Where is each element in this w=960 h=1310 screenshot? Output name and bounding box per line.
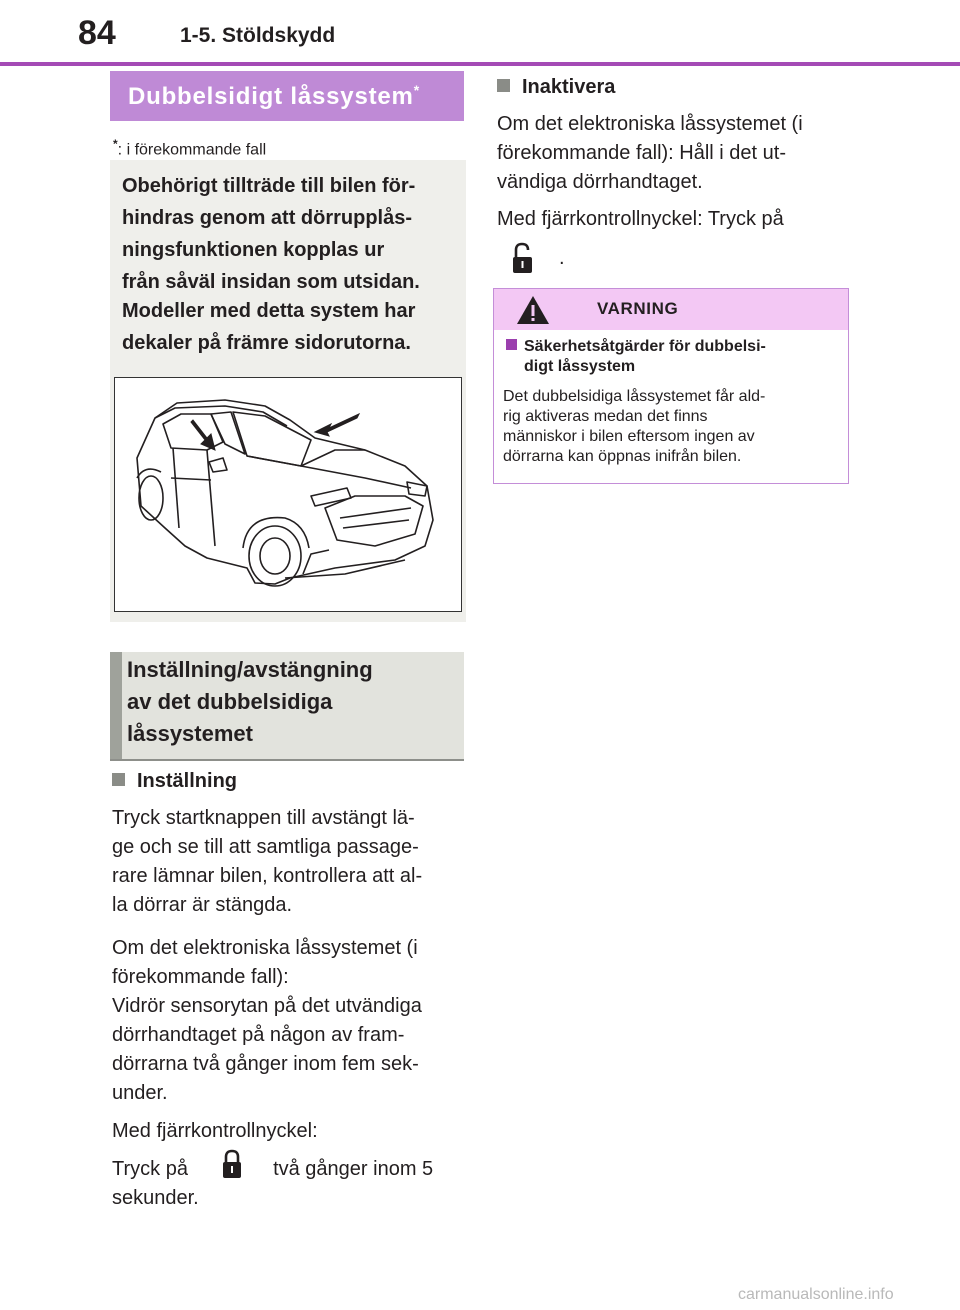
deactivate-heading [497, 76, 615, 99]
deactivate-heading-text: Inaktivera [522, 76, 616, 98]
text-line [112, 1155, 462, 1184]
text-line: dörrarna två gånger inom fem sek- [112, 1053, 419, 1075]
section-title-mark: * [413, 82, 420, 98]
info-line: Modeller med detta system har [122, 300, 416, 322]
text-line: sekunder. [112, 1187, 199, 1209]
header-rule [0, 62, 960, 66]
text-line: förekommande fall): [112, 966, 289, 988]
info-line: ningsfunktionen kopplas ur [122, 239, 385, 261]
text-line: la dörrar är stängda. [112, 894, 293, 916]
text-line: dörrhandtaget på någon av fram- [112, 1024, 405, 1046]
section-title [110, 71, 464, 121]
footnote-mark: * [113, 137, 118, 151]
car-illustration [114, 377, 462, 612]
text-line: ge och se till att samtliga passage- [112, 836, 419, 858]
deactivate-paragraph-2: Med fjärrkontrollnyckel: Tryck på [497, 208, 784, 230]
text-span: två gånger inom 5 [273, 1158, 434, 1180]
setting-paragraph-4 [112, 1155, 462, 1213]
heading-line: låssystemet [127, 721, 253, 746]
text-line: vändiga dörrhandtaget. [497, 171, 703, 193]
footnote-text: : i förekommande fall [117, 141, 267, 159]
subsection-heading-text [127, 654, 447, 750]
setting-heading [112, 770, 237, 793]
text-line [506, 337, 836, 357]
unlock-icon-wrap [511, 241, 537, 280]
warning-box [493, 288, 849, 484]
info-line: Obehörigt tillträde till bilen för- [122, 175, 416, 197]
text-line: rare lämnar bilen, kontrollera att al- [112, 865, 423, 887]
heading-bar [110, 652, 122, 759]
setting-paragraph-2 [112, 934, 462, 1108]
bullet-square [112, 773, 125, 786]
text-span: Säkerhetsåtgärder för dubbelsi- [524, 338, 766, 355]
text-line: Om det elektroniska låssystemet (i [112, 937, 418, 959]
text-line: Om det elektroniska låssystemet (i [497, 113, 803, 135]
setting-heading-text: Inställning [137, 770, 237, 792]
text-line: Vidrör sensorytan på det utvändiga [112, 995, 422, 1017]
info-paragraph-2 [122, 295, 458, 359]
setting-paragraph-3: Med fjärrkontrollnyckel: [112, 1120, 318, 1142]
deactivate-paragraph-1 [497, 110, 847, 197]
footnote [113, 137, 266, 159]
unlock-icon [511, 241, 537, 275]
info-paragraph-1 [122, 170, 458, 298]
warning-triangle-icon [515, 294, 551, 326]
page-number: 84 [78, 14, 116, 52]
text-line: rig aktiveras medan det finns [503, 408, 708, 425]
car-drawing [115, 378, 461, 611]
deactivate-period: . [559, 247, 565, 269]
text-line: människor i bilen eftersom ingen av [503, 428, 755, 445]
lock-icon [222, 1149, 242, 1179]
text-span: Tryck på [112, 1158, 188, 1180]
subsection-heading [110, 652, 464, 761]
info-line: dekaler på främre sidorutorna. [122, 332, 411, 354]
text-line: Tryck startknappen till avstängt lä- [112, 807, 415, 829]
heading-line: Inställning/avstängning [127, 657, 373, 682]
bullet-square [497, 79, 510, 92]
text-line: under. [112, 1082, 168, 1104]
text-line: digt låssystem [524, 358, 636, 375]
text-line: Det dubbelsidiga låssystemet får ald- [503, 388, 766, 405]
info-line: hindras genom att dörrupplås- [122, 207, 413, 229]
lock-icon-slot [194, 1155, 268, 1175]
warning-body [503, 387, 838, 467]
chapter-title: 1-5. Stöldskydd [180, 24, 336, 47]
warning-header [494, 289, 848, 330]
warning-subtitle [506, 337, 836, 377]
info-box [110, 160, 466, 622]
bullet-square [506, 339, 517, 350]
watermark: carmanualsonline.info [738, 1286, 894, 1303]
setting-paragraph-1 [112, 804, 462, 920]
text-line: förekommande fall): Håll i det ut- [497, 142, 787, 164]
info-line: från såväl insidan som utsidan. [122, 271, 420, 293]
text-line: dörrarna kan öppnas inifrån bilen. [503, 448, 742, 465]
heading-line: av det dubbelsidiga [127, 689, 333, 714]
warning-label: VARNING [597, 299, 679, 318]
section-title-text: Dubbelsidigt låssystem [128, 83, 414, 110]
